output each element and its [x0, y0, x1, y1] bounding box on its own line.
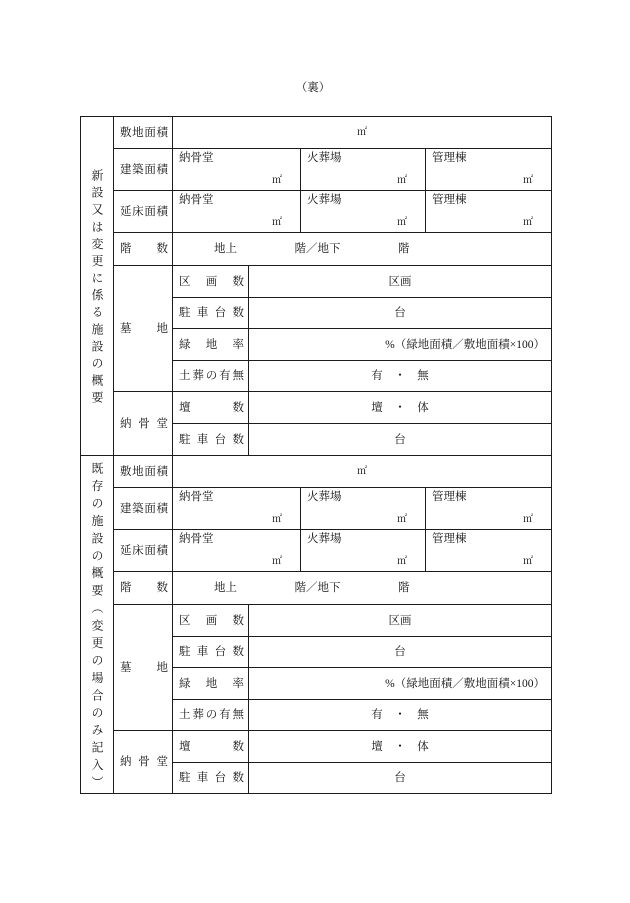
- area-cell-name: 納骨堂: [179, 491, 214, 503]
- ossuary-parking-label: 駐車台数: [179, 772, 244, 784]
- building-area-crematorium-cell: [301, 488, 426, 530]
- floor-area-label-cell: [114, 191, 173, 233]
- area-unit: ㎡: [272, 556, 282, 567]
- floors-row: [81, 233, 552, 266]
- building-area-ossuary-cell: [173, 149, 301, 191]
- cemetery-plots-label-cell: [173, 605, 249, 637]
- ossuary-tiers-row: [81, 731, 552, 763]
- site-area-unit: ㎡: [357, 466, 367, 477]
- site-area-value: [173, 456, 552, 488]
- cemetery-parking-value: 台: [249, 298, 552, 329]
- area-unit: ㎡: [397, 556, 407, 567]
- building-area-admin-cell: [426, 149, 552, 191]
- site-area-label-cell: [114, 117, 173, 149]
- ossuary-parking-value: 台: [249, 424, 552, 456]
- floor-area-admin-cell: [426, 191, 552, 233]
- cemetery-parking-label-cell: [173, 298, 249, 329]
- area-cell-name: 管理棟: [432, 152, 467, 164]
- ossuary-tiers-label: 壇数: [179, 401, 244, 414]
- ossuary-parking-label: 駐車台数: [179, 433, 244, 446]
- cemetery-plots-value: 区画: [249, 266, 552, 298]
- cemetery-plots-row: [81, 605, 552, 637]
- floors-label: 階数: [120, 243, 168, 255]
- floor-area-row: [81, 191, 552, 233]
- cemetery-burial-label: 土葬の有無: [179, 370, 244, 382]
- ossuary-tiers-label-cell: [173, 392, 249, 424]
- floor-area-label: 延床面積: [120, 544, 168, 557]
- site-area-label: 敷地面積: [120, 465, 168, 478]
- building-area-label: 建築面積: [120, 163, 168, 176]
- section-label-cell-existing: [81, 456, 114, 794]
- cemetery-green-ratio-label-cell: [173, 668, 249, 700]
- area-unit: ㎡: [523, 556, 533, 567]
- building-area-label-cell: [114, 488, 173, 530]
- floors-value: 地上 階／地下 階: [173, 572, 552, 605]
- area-unit: ㎡: [523, 217, 533, 228]
- building-area-row: [81, 488, 552, 530]
- floor-area-label: 延床面積: [120, 205, 168, 218]
- cemetery-parking-label: 駐車台数: [179, 646, 244, 658]
- floors-label-cell: [114, 233, 173, 266]
- floor-area-label-cell: [114, 530, 173, 572]
- ossuary-label: 納骨堂: [120, 756, 168, 768]
- area-unit: ㎡: [397, 175, 407, 186]
- area-cell-name: 納骨堂: [179, 194, 214, 206]
- cemetery-label-cell: [114, 266, 173, 392]
- ossuary-tiers-label-cell: [173, 731, 249, 763]
- floor-area-crematorium-cell: [301, 191, 426, 233]
- cemetery-burial-label-cell: [173, 361, 249, 392]
- cemetery-green-ratio-value: %（緑地面積／敷地面積×100）: [249, 668, 552, 700]
- cemetery-plots-row: [81, 266, 552, 298]
- floor-area-ossuary-cell: [173, 191, 301, 233]
- facility-summary-table: [80, 116, 552, 794]
- site-area-label: 敷地面積: [120, 126, 168, 139]
- ossuary-parking-label-cell: [173, 763, 249, 794]
- area-cell-name: 火葬場: [307, 491, 342, 503]
- cemetery-plots-value: 区画: [249, 605, 552, 637]
- cemetery-plots-label-cell: [173, 266, 249, 298]
- area-cell-name: 納骨堂: [179, 152, 214, 164]
- area-cell-name: 管理棟: [432, 533, 467, 545]
- building-area-label-cell: [114, 149, 173, 191]
- section-title-new: 新設又は変更に係る施設の概要: [90, 169, 104, 403]
- ossuary-label-cell: [114, 731, 173, 794]
- cemetery-green-ratio-value: %（緑地面積／敷地面積×100）: [249, 329, 552, 361]
- cemetery-green-ratio-label-cell: [173, 329, 249, 361]
- cemetery-parking-label: 駐車台数: [179, 307, 244, 319]
- area-unit: ㎡: [397, 514, 407, 525]
- area-unit: ㎡: [272, 175, 282, 186]
- ossuary-tiers-label: 壇数: [179, 740, 244, 753]
- cemetery-green-ratio-label: 緑地率: [179, 338, 244, 351]
- site-area-row: [81, 117, 552, 149]
- area-cell-name: 火葬場: [307, 194, 342, 206]
- section-title-existing: 既存の施設の概要（変更の場合のみ記入）: [90, 461, 104, 788]
- cemetery-plots-label: 区画数: [179, 275, 244, 288]
- area-unit: ㎡: [523, 514, 533, 525]
- floors-row: [81, 572, 552, 605]
- cemetery-parking-label-cell: [173, 637, 249, 668]
- cemetery-label-cell: [114, 605, 173, 731]
- cemetery-green-ratio-label: 緑地率: [179, 677, 244, 690]
- floor-area-admin-cell: [426, 530, 552, 572]
- area-cell-name: 納骨堂: [179, 533, 214, 545]
- ossuary-tiers-value: 壇 ・ 体: [249, 731, 552, 763]
- cemetery-parking-value: 台: [249, 637, 552, 668]
- area-cell-name: 管理棟: [432, 194, 467, 206]
- cemetery-plots-label: 区画数: [179, 614, 244, 627]
- cemetery-burial-value: 有 ・ 無: [249, 700, 552, 731]
- cemetery-burial-label: 土葬の有無: [179, 709, 244, 721]
- building-area-ossuary-cell: [173, 488, 301, 530]
- area-unit: ㎡: [523, 175, 533, 186]
- back-side-label: （裏）: [295, 82, 331, 94]
- site-area-label-cell: [114, 456, 173, 488]
- area-unit: ㎡: [272, 217, 282, 228]
- ossuary-tiers-row: [81, 392, 552, 424]
- building-area-crematorium-cell: [301, 149, 426, 191]
- section-label-cell-new: [81, 117, 114, 456]
- area-unit: ㎡: [397, 217, 407, 228]
- building-area-admin-cell: [426, 488, 552, 530]
- floors-label-cell: [114, 572, 173, 605]
- floor-area-row: [81, 530, 552, 572]
- cemetery-label: 墓地: [120, 322, 168, 335]
- ossuary-label: 納骨堂: [120, 417, 168, 430]
- site-area-value: [173, 117, 552, 149]
- building-area-row: [81, 149, 552, 191]
- floors-value: 地上 階／地下 階: [173, 233, 552, 266]
- area-cell-name: 火葬場: [307, 152, 342, 164]
- area-cell-name: 管理棟: [432, 491, 467, 503]
- site-area-row: [81, 456, 552, 488]
- ossuary-parking-label-cell: [173, 424, 249, 456]
- floor-area-ossuary-cell: [173, 530, 301, 572]
- cemetery-burial-label-cell: [173, 700, 249, 731]
- floor-area-crematorium-cell: [301, 530, 426, 572]
- area-unit: ㎡: [272, 514, 282, 525]
- building-area-label: 建築面積: [120, 502, 168, 515]
- site-area-unit: ㎡: [357, 127, 367, 138]
- cemetery-burial-value: 有 ・ 無: [249, 361, 552, 392]
- ossuary-tiers-value: 壇 ・ 体: [249, 392, 552, 424]
- cemetery-label: 墓地: [120, 661, 168, 674]
- floors-label: 階数: [120, 582, 168, 594]
- ossuary-label-cell: [114, 392, 173, 456]
- area-cell-name: 火葬場: [307, 533, 342, 545]
- ossuary-parking-value: 台: [249, 763, 552, 794]
